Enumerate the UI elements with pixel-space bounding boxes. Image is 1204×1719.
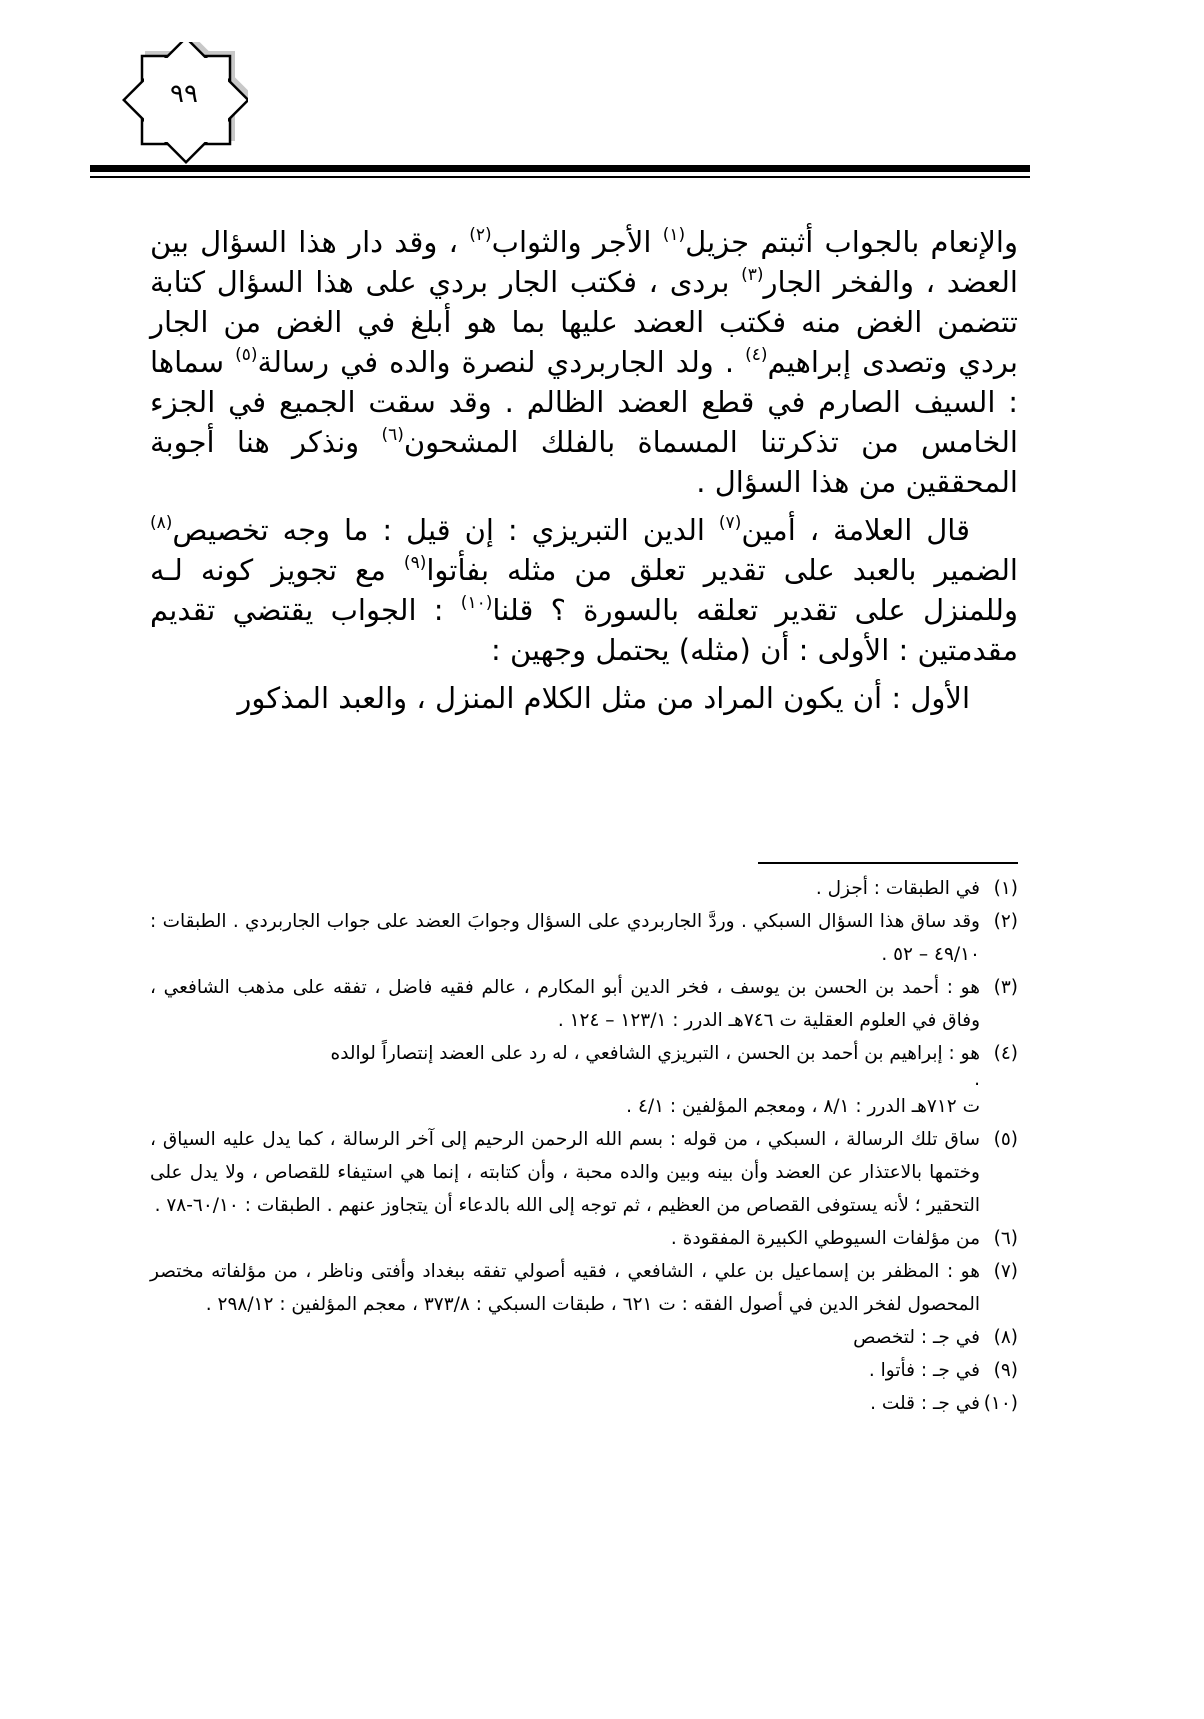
footnote-ref-5: (٥) <box>235 345 258 365</box>
footnote-4: (٤) هو : إبراهيم بن أحمد بن الحسن ، التبريزي الشافعي ، له رد على العضد إنتصاراً لوالده <box>330 1043 1018 1064</box>
header-rule <box>90 165 1030 172</box>
footnote-3: (٣) هو : أحمد بن الحسن بن يوسف ، فخر الدين أبو المكارم ، عالم فقيه فاضل ، تفقه على مذهب الشافعي ، وفاق في العلوم العقلية ت ٧٤٦هـ الدرر : ١٢٣/١ – ١٢٤ . <box>150 977 1018 1031</box>
footnote-6: (٦) من مؤلفات السيوطي الكبيرة المفقودة . <box>670 1228 1018 1249</box>
footnote-ref-8: (٨) <box>150 513 173 533</box>
footnote-ref-2: (٢) <box>469 225 492 245</box>
footnote-ref-9: (٩) <box>403 553 427 573</box>
footnote-4-dot: . <box>974 1069 980 1090</box>
footnote-1: (١) في الطبقات : أجزل . <box>815 878 1018 899</box>
footnote-ref-1: (١) <box>662 225 686 245</box>
footnote-ref-10: (١٠) <box>460 593 493 613</box>
footnotes <box>150 872 1018 1420</box>
footnote-7: (٧) هو : المظفر بن إسماعيل بن علي ، الشافعي ، فقيه أصولي تفقه ببغداد وأفتى وناظر ، من مؤلفاته مختصر المحصول لفخر الدين في أصول الفقه : ت ٦٢١ ، طبقات السبكي : ٣٧٣/٨ ، معجم المؤلفين : ٢٩٨/١٢ . <box>150 1261 1018 1315</box>
footnote-8: (٨) في جـ : لتخصص <box>853 1327 1018 1348</box>
footnote-5: (٥) ساق تلك الرسالة ، السبكي ، من قوله : بسم الله الرحمن الرحيم إلى آخر الرسالة ، كما يدل عليه السياق ، وختمها بالاعتذار عن العضد وأن بينه وبين والده محبة ، وأن كتابته ، إنما هي استيفاء للقصاص ، ولا يدل على التحقير ؛ لأنه يستوفى القصاص من العظيم ، ثم توجه إلى الله بالدعاء أن يتجاوز عنهم . الطبقات : ٦٠/١٠-٧٨ . <box>150 1129 1018 1216</box>
footnote-4-continued: ت ٧١٢هـ الدرر : ٨/١ ، ومعجم المؤلفين : ٤/١ . <box>626 1096 980 1117</box>
footnote-ref-3: (٣) <box>741 265 764 285</box>
footnote-ref-4: (٤) <box>745 345 768 365</box>
footnote-ref-7: (٧) <box>718 513 742 533</box>
footnote-ref-6: (٦) <box>381 425 404 445</box>
page-number-badge <box>108 42 248 182</box>
footnote-separator <box>758 862 1018 864</box>
footnote-9: (٩) في جـ : فأتوا . <box>868 1360 1018 1381</box>
footnote-2: (٢) وقد ساق هذا السؤال السبكي . وردَّ الجاربردي على السؤال وجوابَ العضد على جواب الجاربردي . الطبقات : ٤٩/١٠ – ٥٢ . <box>150 911 1018 965</box>
main-text <box>150 222 1018 726</box>
header-rule-thin <box>90 176 1030 178</box>
paragraph-2: قال العلامة ، أمين$^{(٧)}$ الدين التبريزي : إن قيل : ما وجه تخصيص$^{(٨)}$ الضمير بالعبد على تقدير تعلق من مثله بفأتوا$^{(٩)}$ مع تجويز كونه لـه وللمنزل على تقدير تعلقه بالسورة ؟ قلنا$^{(١٠)}$ : الجواب يقتضي تقديم مقدمتين : الأولى : أن (مثله) يحتمل وجهين : <box>150 513 1018 667</box>
paragraph-1: والإنعام بالجواب أثبتم جزيل$^{(١)}$ الأجر والثواب$^{(٢)}$ ، وقد دار هذا السؤال بين العضد ، والفخر الجار$^{(٣)}$ بردى ، فكتب الجار بردي على هذا السؤال كتابة تتضمن الغض منه فكتب العضد عليها بما هو أبلغ في الغض من الجار بردي وتصدى إبراهيم$^{(٤)}$ . ولد الجاربردي لنصرة والده في رسالة$^{(٥)}$ سماها : السيف الصارم في قطع العضد الظالم . وقد سقت الجميع في الجزء الخامس من تذكرتنا المسماة بالفلك المشحون$^{(٦)}$ ونذكر هنا أجوبة المحققين من هذا السؤال . <box>150 225 1018 499</box>
paragraph-3: الأول : أن يكون المراد من مثل الكلام المنزل ، والعبد المذكور <box>237 681 970 715</box>
footnote-10: (١٠) في جـ : قلت . <box>870 1393 1018 1414</box>
page-number: ٩٩ <box>170 79 198 109</box>
